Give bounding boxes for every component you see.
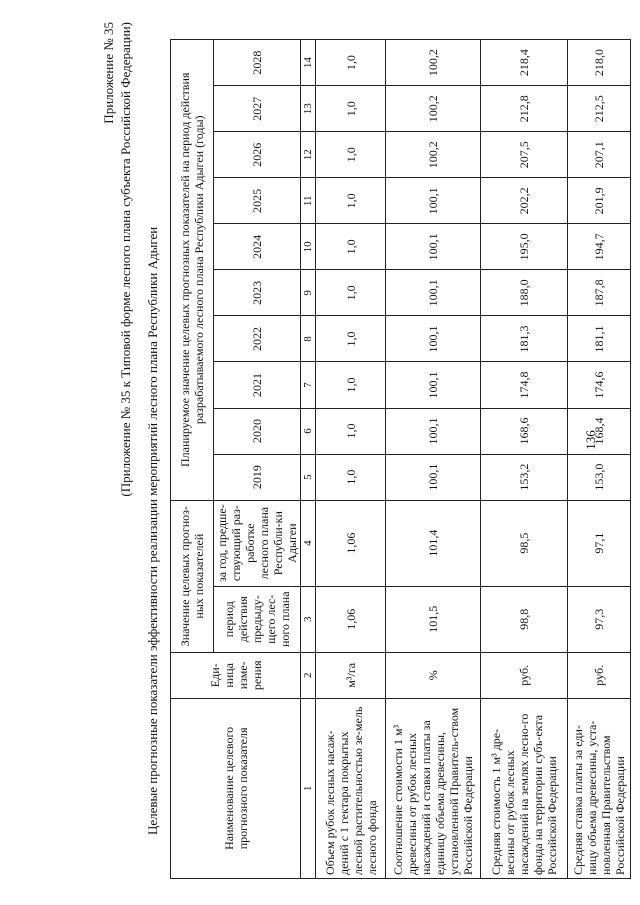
column-number: 7 <box>301 362 316 408</box>
column-number: 1 <box>301 698 316 878</box>
planned-value: 1,0 <box>316 316 386 362</box>
column-number: 11 <box>301 178 316 224</box>
column-number: 10 <box>301 224 316 270</box>
indicator-name: Объем рубок лесных насаж-дений с 1 гектара покрытых лесной растительностью зе-мель лесного фонда <box>316 698 386 878</box>
planned-value: 100,1 <box>386 362 481 408</box>
planned-value: 1,0 <box>316 132 386 178</box>
planned-value: 201,9 <box>568 178 631 224</box>
planned-value: 174,8 <box>481 362 568 408</box>
planned-value: 168,4 <box>568 408 631 454</box>
column-number: 12 <box>301 132 316 178</box>
planned-value: 1,0 <box>316 270 386 316</box>
header-year: 2019 <box>214 454 301 500</box>
planned-value: 187,8 <box>568 270 631 316</box>
header-year: 2021 <box>214 362 301 408</box>
header-year: 2023 <box>214 270 301 316</box>
planned-value: 174,6 <box>568 362 631 408</box>
table-row <box>386 40 481 879</box>
planned-value: 100,1 <box>386 270 481 316</box>
header-prev-period: период действия предыду-щего лес-ного плана <box>214 586 301 652</box>
prev-period-value: 97,3 <box>568 586 631 652</box>
column-number: 2 <box>301 652 316 698</box>
planned-value: 1,0 <box>316 40 386 86</box>
indicator-unit: % <box>386 652 481 698</box>
planned-value: 212,8 <box>481 86 568 132</box>
page-number: 136 <box>582 430 598 450</box>
header-planned-group: Планируемое значение целевых прогнозных показателей на период действия разрабатываемого лесного плана Республики Адыгеи (годы) <box>171 40 214 501</box>
prev-year-value: 97,1 <box>568 500 631 586</box>
planned-value: 100,1 <box>386 454 481 500</box>
prev-year-value: 98,5 <box>481 500 568 586</box>
header-year: 2027 <box>214 86 301 132</box>
indicator-name: Средняя стоимость 1 м³ дре-весины от рубок лесных насаждений на землях лесно-го фонда на территории субъ-екта Российской Федерации <box>481 698 568 878</box>
planned-value: 1,0 <box>316 362 386 408</box>
indicator-unit: м³/га <box>316 652 386 698</box>
planned-value: 153,2 <box>481 454 568 500</box>
planned-value: 1,0 <box>316 86 386 132</box>
column-number: 6 <box>301 408 316 454</box>
prev-period-value: 98,8 <box>481 586 568 652</box>
column-number: 8 <box>301 316 316 362</box>
planned-value: 1,0 <box>316 408 386 454</box>
planned-value: 100,1 <box>386 224 481 270</box>
header-year: 2022 <box>214 316 301 362</box>
planned-value: 181,1 <box>568 316 631 362</box>
header-values-group: Значение целевых прогноз-ных показателей <box>171 500 214 652</box>
planned-value: 218,0 <box>568 40 631 86</box>
planned-value: 1,0 <box>316 178 386 224</box>
column-number: 14 <box>301 40 316 86</box>
planned-value: 218,4 <box>481 40 568 86</box>
planned-value: 1,0 <box>316 454 386 500</box>
planned-value: 188,0 <box>481 270 568 316</box>
indicator-unit: руб. <box>481 652 568 698</box>
appendix-header <box>100 22 134 497</box>
table-row <box>568 40 631 879</box>
column-number: 5 <box>301 454 316 500</box>
planned-value: 194,7 <box>568 224 631 270</box>
header-year: 2026 <box>214 132 301 178</box>
table-row <box>481 40 568 879</box>
prev-period-value: 1,06 <box>316 586 386 652</box>
indicator-name: Соотношение стоимости 1 м³ древесины от рубок лесных насаждений и ставки платы за единицу объема древесины, установленной Правитель-ством Российской Федерации <box>386 698 481 878</box>
planned-value: 207,5 <box>481 132 568 178</box>
header-year: 2020 <box>214 408 301 454</box>
planned-value: 100,1 <box>386 178 481 224</box>
planned-value: 212,5 <box>568 86 631 132</box>
planned-value: 153,0 <box>568 454 631 500</box>
planned-value: 100,1 <box>386 316 481 362</box>
appendix-title: Приложение № 35 <box>101 22 116 124</box>
planned-value: 207,1 <box>568 132 631 178</box>
column-number: 9 <box>301 270 316 316</box>
header-unit: Еди-ница изме-рения <box>171 652 301 698</box>
planned-value: 100,2 <box>386 132 481 178</box>
planned-value: 100,2 <box>386 86 481 132</box>
indicators-table <box>170 39 631 879</box>
header-year: 2028 <box>214 40 301 86</box>
header-row-1 <box>171 40 214 879</box>
planned-value: 1,0 <box>316 224 386 270</box>
column-number: 3 <box>301 586 316 652</box>
indicator-name: Средняя ставка платы за еди-ницу объема древесины, уста-новленная Правительством Российской Федерации <box>568 698 631 878</box>
planned-value: 100,2 <box>386 40 481 86</box>
header-prev-year: за год, предше-ствующий раз-работке лесного плана Республи-ки Адыгеи <box>214 500 301 586</box>
header-name: Наименование целевого прогнозного показателя <box>171 698 301 878</box>
table-title: Целевые прогнозные показатели эффективности реализации мероприятий лесного плана Республики Адыгеи <box>145 226 160 835</box>
prev-year-value: 1,06 <box>316 500 386 586</box>
planned-value: 100,1 <box>386 408 481 454</box>
planned-value: 202,2 <box>481 178 568 224</box>
planned-value: 168,6 <box>481 408 568 454</box>
prev-year-value: 101,4 <box>386 500 481 586</box>
header-year: 2025 <box>214 178 301 224</box>
column-number: 4 <box>301 500 316 586</box>
column-numbers-row <box>301 40 316 879</box>
prev-period-value: 101,5 <box>386 586 481 652</box>
header-year: 2024 <box>214 224 301 270</box>
indicator-unit: руб. <box>568 652 631 698</box>
table-row <box>316 40 386 879</box>
planned-value: 195,0 <box>481 224 568 270</box>
planned-value: 181,3 <box>481 316 568 362</box>
column-number: 13 <box>301 86 316 132</box>
appendix-subtitle: (Приложение № 35 к Типовой форме лесного плана субъекта Российской Федерации) <box>118 22 133 497</box>
